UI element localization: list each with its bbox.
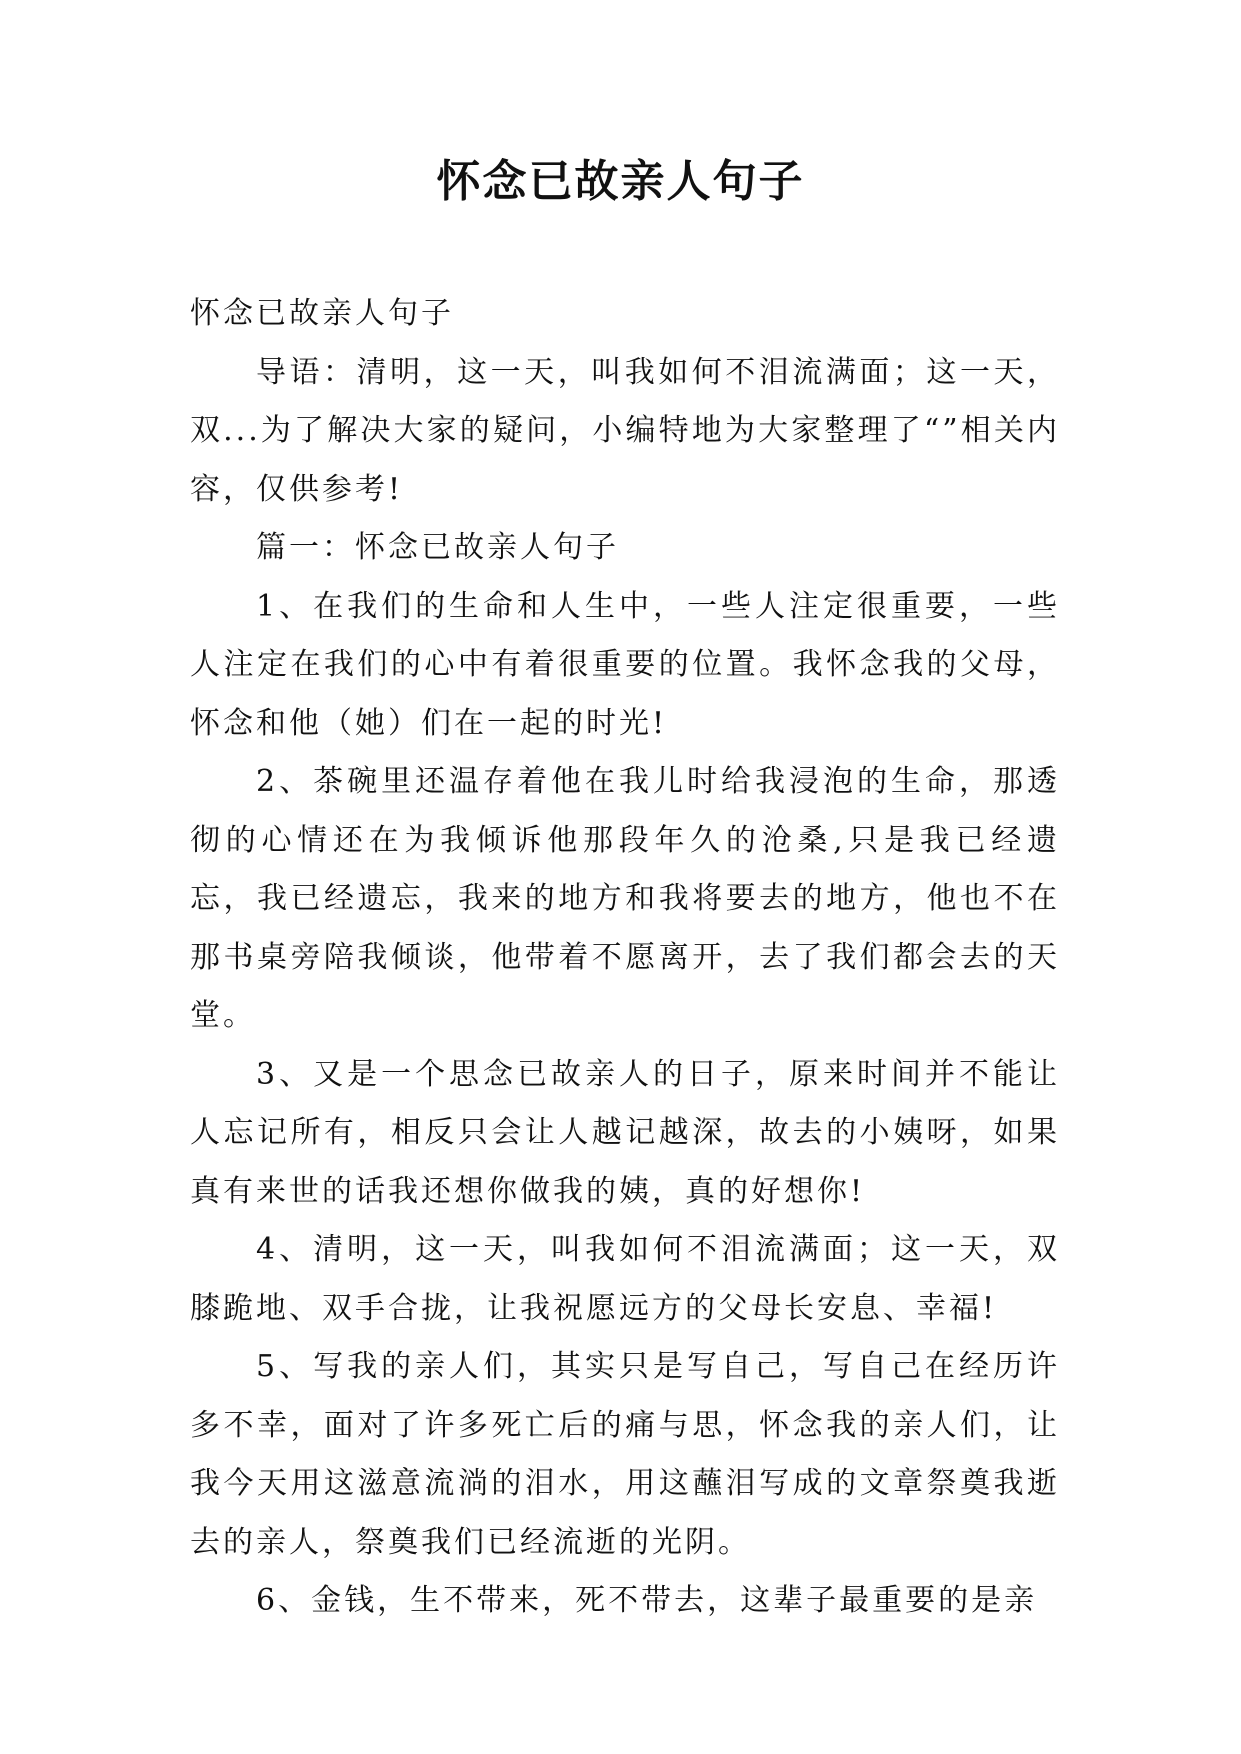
subtitle-paragraph: 怀念已故亲人句子 [190,296,454,331]
quote-paragraph-6: 6、金钱，生不带来，死不带去，这辈子最重要的是亲 [256,1583,1038,1618]
document-body [190,285,1060,1631]
quote-paragraph-3: 3、又是一个思念已故亲人的日子，原来时间并不能让人忘记所有，相反只会让人越记越深，故去的小姨呀，如果真有来世的话我还想你做我的姨，真的好想你! [190,1056,1060,1209]
document-title: 怀念已故亲人句子 [436,156,805,207]
quote-paragraph-2: 2、茶碗里还温存着他在我儿时给我浸泡的生命，那透彻的心情还在为我倾诉他那段年久的沧桑,只是我已经遗忘，我已经遗忘，我来的地方和我将要去的地方，他也不在那书桌旁陪我倾谈，他带着不愿离开，去了我们都会去的天堂。 [190,764,1060,1033]
intro-paragraph: 导语：清明，这一天，叫我如何不泪流满面；这一天，双...为了解决大家的疑问，小编特地为大家整理了“”相关内容，仅供参考! [190,354,1060,507]
quote-paragraph-1: 1、在我们的生命和人生中，一些人注定很重要，一些人注定在我们的心中有着很重要的位置。我怀念我的父母，怀念和他（她）们在一起的时光! [190,588,1060,741]
quote-paragraph-4: 4、清明，这一天，叫我如何不泪流满面；这一天，双膝跪地、双手合拢，让我祝愿远方的父母长安息、幸福! [190,1232,1060,1326]
section-heading: 篇一：怀念已故亲人句子 [256,530,619,565]
quote-paragraph-5: 5、写我的亲人们，其实只是写自己，写自己在经历许多不幸，面对了许多死亡后的痛与思，怀念我的亲人们，让我今天用这滋意流淌的泪水，用这蘸泪写成的文章祭奠我逝去的亲人，祭奠我们已经流逝的光阴。 [190,1349,1060,1560]
